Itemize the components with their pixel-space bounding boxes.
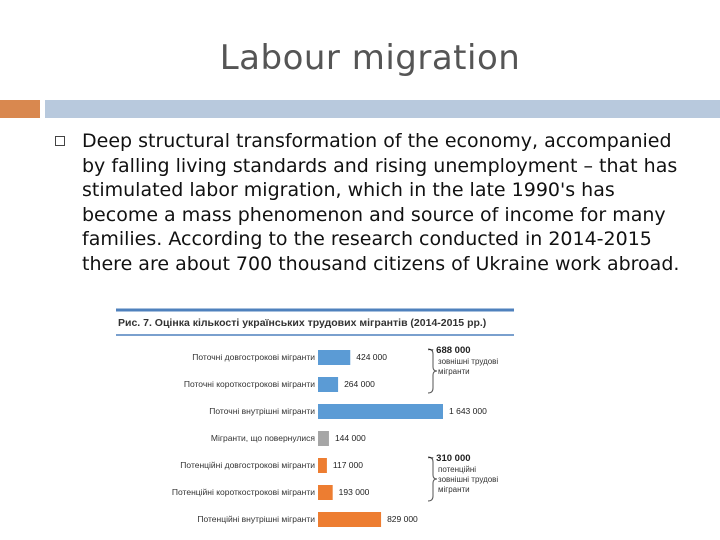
bar-5 bbox=[318, 458, 327, 473]
accent-bar-blue bbox=[45, 100, 720, 118]
value-label-1: 424 000 bbox=[356, 352, 387, 362]
value-label-7: 829 000 bbox=[387, 514, 418, 524]
category-label-5: Потенційні довгострокові мігранти bbox=[180, 460, 315, 470]
category-label-1: Поточні довгострокові мігранти bbox=[192, 352, 315, 362]
slide-title: Labour migration bbox=[219, 38, 521, 78]
bar-7 bbox=[318, 512, 381, 527]
category-label-7: Потенційні внутрішні мігранти bbox=[197, 514, 315, 524]
category-label-4: Мігранти, що повернулися bbox=[210, 433, 315, 443]
group-value-1: ~ 688 000 bbox=[428, 345, 471, 356]
group-value-2: ~ 310 000 bbox=[428, 453, 471, 464]
chart-title: Рис. 7. Оцінка кількості українських трудових мігрантів (2014-2015 рр.) bbox=[118, 317, 487, 329]
category-label-2: Поточні короткострокові мігранти bbox=[183, 379, 315, 389]
group-label-1: зовнішні трудові мігранти bbox=[438, 357, 499, 376]
bar-4 bbox=[318, 431, 329, 446]
bar-6 bbox=[318, 485, 333, 500]
value-label-3: 1 643 000 bbox=[449, 406, 487, 416]
value-label-6: 193 000 bbox=[338, 487, 370, 497]
value-label-4: 144 000 bbox=[334, 433, 366, 443]
group-label-2: потенційні зовнішні трудові мігранти bbox=[438, 465, 499, 494]
bullet-icon bbox=[55, 136, 65, 146]
bar-3 bbox=[318, 404, 443, 419]
category-label-3: Поточні внутрішні мігранти bbox=[209, 406, 315, 416]
bar-1 bbox=[318, 350, 350, 365]
body-paragraph: Deep structural transformation of the economy, accompanied by falling living standards and rising unemployment – that has stimulated labor migration, which in the late 1990's has become a mass phenomenon and source of income for many families. According to the research conducted in 2014-2015 there are about 700 thousand citizens of Ukraine work abroad. bbox=[82, 130, 680, 275]
value-label-5: 117 000 bbox=[332, 460, 363, 470]
chart-canvas bbox=[110, 306, 520, 538]
category-label-6: Потенційні короткострокові мігранти bbox=[171, 487, 315, 497]
value-label-2: 264 000 bbox=[344, 379, 375, 389]
migration-chart bbox=[110, 306, 520, 538]
accent-bar-orange bbox=[0, 100, 40, 118]
bar-2 bbox=[318, 377, 338, 392]
